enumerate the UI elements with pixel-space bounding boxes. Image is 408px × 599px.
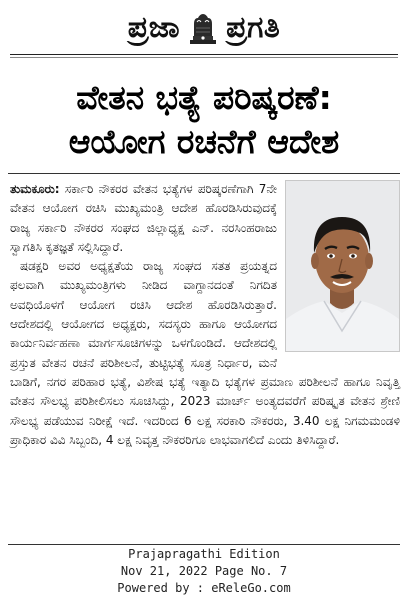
article-body — [10, 180, 400, 450]
lion-capital-emblem-icon — [184, 10, 222, 46]
article-paragraph-2: ಷಡಕ್ಷರಿ ಅವರ ಅಧ್ಯಕ್ಷತೆಯ ರಾಜ್ಯ ಸಂಘದ ಸತತ ಪ್ರಯತ್ನದ ಫಲವಾಗಿ ಮುಖ್ಯಮಂತ್ರಿಗಳು ನೀಡಿದ ವಾಗ್ದಾನದಂತೆ ನಿಗದಿತ ಅವಧಿಯೊಳಗೆ ಆಯೋಗ ರಚಿಸಿ ಆದೇಶ ಹೊರಡಿಸಿರುತ್ತಾರೆ. ಆದೇಶದಲ್ಲಿ ಆಯೋಗದ ಅಧ್ಯಕ್ಷರು, ಸದಸ್ಯರು ಹಾಗೂ ಆಯೋಗದ ಕಾರ್ಯನಿರ್ವಹಣಾ ಮಾರ್ಗಸೂಚಿಗಳನ್ನು ಒಳಗೊಂಡಿದೆ. ಆದೇಶದಲ್ಲಿ ಪ್ರಸ್ತುತ ವೇತನ ರಚನೆ ಪರಿಶೀಲನೆ, ತುಟ್ಟಿಭತ್ಯೆ ಸೂತ್ರ ನಿರ್ಧಾರ, ಮನೆ ಬಾಡಿಗೆ, ನಗರ ಪರಿಹಾರ ಭತ್ಯೆ, ವಿಶೇಷ ಭತ್ಯೆ ಇತ್ಯಾದಿ ಭತ್ಯೆಗಳ ಪ್ರಮಾಣ ಪರಿಶೀಲನೆ ಹಾಗೂ ನಿವೃತ್ತಿ ವೇತನ ಸೌಲಭ್ಯ ಪರಿಶೀಲಿಸಲು ಸೂಚಿಸಿದ್ದು, 2023 ಮಾರ್ಚ್ ಅಂತ್ಯದವರೆಗೆ ಪರಿಷ್ಕೃತ ವೇತನ ಶ್ರೇಣಿ ಸೌಲಭ್ಯ ಪಡೆಯುವ ನಿರೀಕ್ಷೆ ಇದೆ. ಇದರಿಂದ 6 ಲಕ್ಷ ಸರಕಾರಿ ನೌಕರರು, 3.40 ಲಕ್ಷ ನಿಗಮಮಂಡಳಿ ಪ್ರಾಧಿಕಾರ ವಿವಿ ಸಿಬ್ಬಂದಿ, 4 ಲಕ್ಷ ನಿವೃತ್ತ ನೌಕರರಿಗೂ ಲಾಭವಾಗಲಿದೆ ಎಂದು ತಿಳಿಸಿದ್ದಾರೆ. — [10, 259, 400, 447]
edition-footer — [0, 546, 408, 597]
article-paragraph-1: ಸರ್ಕಾರಿ ನೌಕರರ ವೇತನ ಭತ್ಯೆಗಳ ಪರಿಷ್ಕರಣೆಗಾಗಿ 7ನೇ ವೇತನ ಆಯೋಗ ರಚಿಸಿ ಮುಖ್ಯಮಂತ್ರಿ ಆದೇಶ ಹೊರಡಿಸಿರುವುದಕ್ಕೆ ರಾಜ್ಯ ಸರ್ಕಾರಿ ನೌಕರರ ಸಂಘದ ಜಿಲ್ಲಾಧ್ಯಕ್ಷ ಎನ್. ನರಸಿಂಹರಾಜು ಸ್ವಾಗತಿಸಿ ಕೃತಜ್ಞತೆ ಸಲ್ಲಿಸಿದ್ದಾರೆ. — [10, 182, 277, 254]
portrait-photo-icon — [285, 180, 400, 352]
edition-date-page: Nov 21, 2022 Page No. 7 — [120, 564, 288, 578]
masthead — [0, 4, 408, 52]
article-dateline: ತುಮಕೂರು: — [10, 182, 60, 196]
powered-by-link[interactable]: Powered by : eReleGo.com — [117, 581, 291, 595]
masthead-left-word: ಪ್ರಜಾ — [127, 10, 181, 45]
masthead-right-word: ಪ್ರಗತಿ — [226, 10, 281, 45]
footer-rule — [8, 544, 400, 545]
article-headline — [6, 76, 402, 164]
headline-line-1: ವೇತನ ಭತ್ಯೆ ಪರಿಷ್ಕರಣೆ: — [76, 78, 332, 117]
edition-name: Prajapragathi Edition — [128, 547, 280, 561]
headline-rule — [8, 173, 400, 174]
headline-line-2: ಆಯೋಗ ರಚನೆಗೆ ಆದೇಶ — [68, 122, 340, 161]
masthead-rule — [10, 54, 398, 55]
masthead-rule-thin — [10, 57, 398, 58]
